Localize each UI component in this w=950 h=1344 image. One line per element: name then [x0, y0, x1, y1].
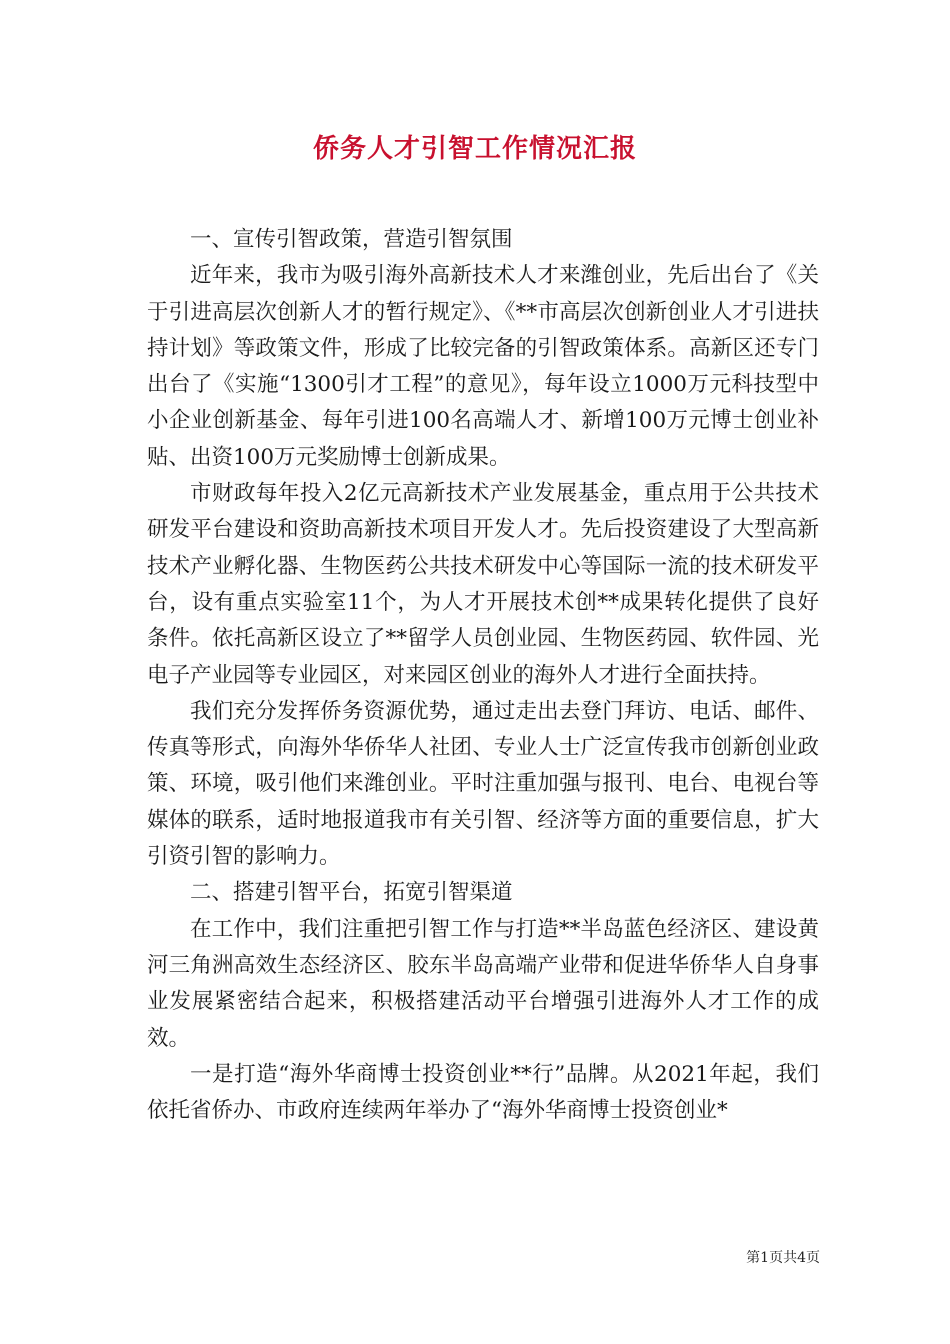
document-title: 侨务人才引智工作情况汇报: [312, 134, 637, 164]
section-heading-1: 一、宣传引智政策，营造引智氛围: [190, 227, 513, 252]
paragraph-4: 在工作中，我们注重把引智工作与打造**半岛蓝色经济区、建设黄河三角洲高效生态经济区、胶东半岛高端产业带和促进华侨华人自身事业发展紧密结合起来，积极搭建活动平台增强引进海外人才工作的成效。: [147, 916, 819, 1051]
paragraph-2: 市财政每年投入2亿元高新技术产业发展基金，重点用于公共技术研发平台建设和资助高新技术项目开发人才。先后投资建设了大型高新技术产业孵化器、生物医药公共技术研发中心等国际一流的技术研发平台，设有重点实验室11个，为人才开展技术创**成果转化提供了良好条件。依托高新区设立了**留学人员创业园、生物医药园、软件园、光电子产业园等专业园区，对来园区创业的海外人才进行全面扶持。: [147, 481, 819, 688]
paragraph-3: 我们充分发挥侨务资源优势，通过走出去登门拜访、电话、邮件、传真等形式，向海外华侨华人社团、专业人士广泛宣传我市创新创业政策、环境，吸引他们来潍创业。平时注重加强与报刊、电台、电视台等媒体的联系，适时地报道我市有关引智、经济等方面的重要信息，扩大引资引智的影响力。: [147, 698, 819, 870]
section-heading-2: 二、搭建引智平台，拓宽引智渠道: [190, 880, 513, 906]
paragraph-1: 近年来，我市为吸引海外高新技术人才来潍创业，先后出台了《关于引进高层次创新人才的暂行规定》、《**市高层次创新创业人才引进扶持计划》等政策文件，形成了比较完备的引智政策体系。高新区还专门出台了《实施“1300引才工程”的意见》，每年设立1000万元科技型中小企业创新基金、每年引进100名高端人才、新增100万元博士创业补贴、出资100万元奖励博士创新成果。: [147, 263, 819, 470]
page-number: 第1页共4页: [746, 1250, 820, 1266]
document-body: [147, 222, 819, 1129]
paragraph-5: 一是打造“海外华商博士投资创业**行”品牌。从2021年起，我们依托省侨办、市政府连续两年举办了“海外华商博士投资创业*: [147, 1061, 819, 1124]
